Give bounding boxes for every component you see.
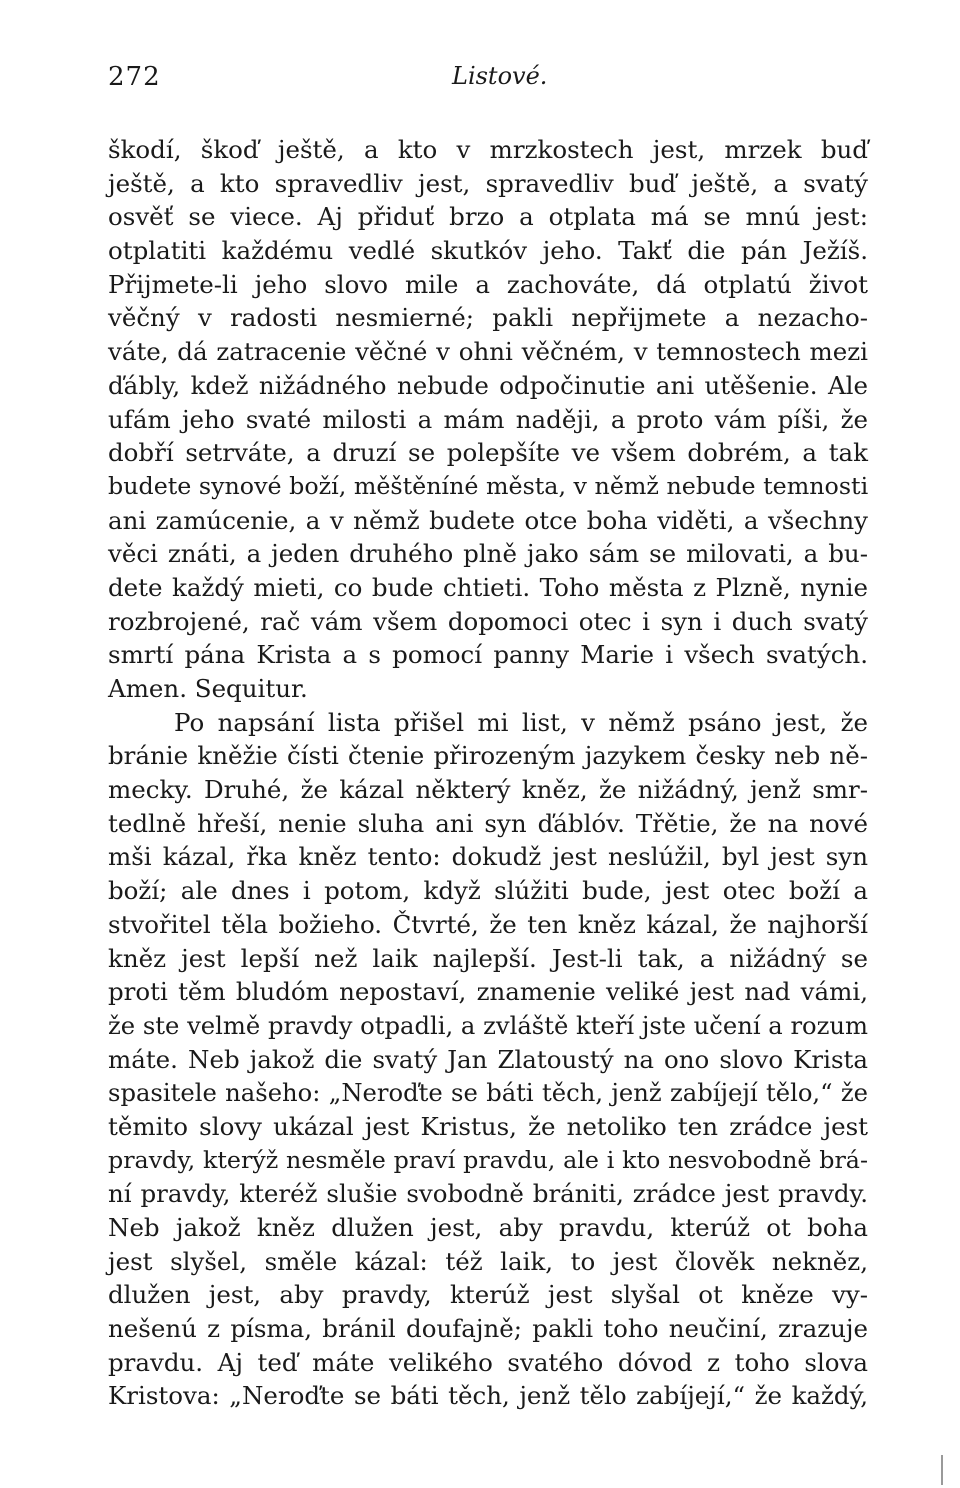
text-line: tedlně hřeší, nenie sluha ani syn ďáblóv. Třětie, že na nové xyxy=(108,808,868,838)
text-line: boží; ale dnes i potom, když slúžiti bude, jest otec boží a xyxy=(108,876,868,906)
text-line: ní pravdy, kteréž slušie svobodně brániti, zrádce jest pravdy. xyxy=(108,1179,868,1209)
text-line: smrtí pána Krista a s pomocí panny Marie i všech svatých. xyxy=(108,640,868,670)
text-line: spasitele našeho: „Neroďte se báti těch, jenž zabíjejí tělo,“ že xyxy=(108,1078,868,1108)
body-text xyxy=(108,133,868,1413)
text-line: jest slyšel, směle kázal: též laik, to jest člověk nekněz, xyxy=(108,1246,868,1276)
text-line: Amen. Sequitur. xyxy=(108,674,308,703)
text-line: rozbrojené, rač vám všem dopomoci otec i syn i duch svatý xyxy=(108,606,868,636)
text-line: ufám jeho svaté milosti a mám naději, a proto vám píši, že xyxy=(108,404,868,434)
text-line: škodí, škoď ještě, a kto v mrzkostech jest, mrzek buď xyxy=(108,135,868,164)
text-line: bránie kněžie čísti čtenie přirozeným jazykem česky neb ně- xyxy=(108,741,868,771)
text-line: že ste velmě pravdy otpadli, a zvláště kteří jste učení a rozum xyxy=(108,1010,869,1040)
text-line: stvořitel těla božieho. Čtvrté, že ten kněz kázal, že najhorší xyxy=(108,909,868,939)
text-line: pravdy, kterýž nesměle praví pravdu, ale i kto nesvobodně brá- xyxy=(108,1145,868,1174)
text-line: máte. Neb jakož die svatý Jan Zlatoustý na ono slovo Krista xyxy=(108,1044,868,1074)
text-line: věčný v radosti nesmierné; pakli nepřijmete a nezacho- xyxy=(108,303,868,333)
text-line: budete synové boží, měštěníné města, v němž nebude temnosti xyxy=(108,471,869,500)
text-line: pravdu. Aj teď máte velikého svatého dóvod z toho slova xyxy=(108,1347,868,1377)
text-line: proti těm bludóm nepostaví, znamenie veliké jest nad vámi, xyxy=(108,977,868,1007)
text-line: věci znáti, a jeden druhého plně jako sám se milovati, a bu- xyxy=(108,539,868,569)
text-line: ani zamúcenie, a v němž budete otce boha viděti, a všechny xyxy=(108,505,868,535)
page-number: 272 xyxy=(108,62,161,92)
text-line: kněz jest lepší než laik najlepší. Jest-li tak, a nižádný se xyxy=(108,943,868,973)
text-line: dete každý mieti, co bude chtieti. Toho města z Plzně, nynie xyxy=(108,572,868,602)
text-line: ďábly, kdež nižádného nebude odpočinutie ani utěšenie. Ale xyxy=(108,370,868,400)
text-line: dlužen jest, aby pravdy, kterúž jest slyšal ot kněze vy- xyxy=(108,1280,868,1310)
text-line: nešenú z písma, bránil doufajně; pakli toho neučiní, zrazuje xyxy=(108,1314,868,1344)
text-line: osvěť se viece. Aj přiduť brzo a otplata má se mnú jest: xyxy=(108,202,868,232)
scan-mark xyxy=(941,1455,943,1485)
text-line: těmito slovy ukázal jest Kristus, že netoliko ten zrádce jest xyxy=(108,1111,868,1141)
running-title: Listové. xyxy=(452,62,548,90)
text-line: mši kázal, řka kněz tento: dokudž jest neslúžil, byl jest syn xyxy=(108,842,868,872)
text-line: mecky. Druhé, že kázal některý kněz, že nižádný, jenž smr- xyxy=(108,775,868,805)
text-line: dobří setrváte, a druzí se polepšíte ve všem dobrém, a tak xyxy=(108,438,868,468)
text-line: Přijmete-li jeho slovo mile a zachováte, dá otplatú život xyxy=(108,269,868,299)
text-line: otplatiti každému vedlé skutkóv jeho. Takť die pán Ježíš. xyxy=(108,236,868,266)
text-line: váte, dá zatracenie věčné v ohni věčném, v temnostech mezi xyxy=(108,337,868,367)
text-line: ještě, a kto spravedliv jest, spravedliv buď ještě, a svatý xyxy=(108,168,868,198)
running-head xyxy=(108,62,868,102)
text-line: Kristova: „Neroďte se báti těch, jenž tělo zabíjejí,“ že každý, xyxy=(108,1381,868,1411)
text-line: Neb jakož kněz dlužen jest, aby pravdu, kterúž ot boha xyxy=(108,1213,868,1242)
text-line: Po napsání lista přišel mi list, v němž psáno jest, že xyxy=(174,707,868,737)
